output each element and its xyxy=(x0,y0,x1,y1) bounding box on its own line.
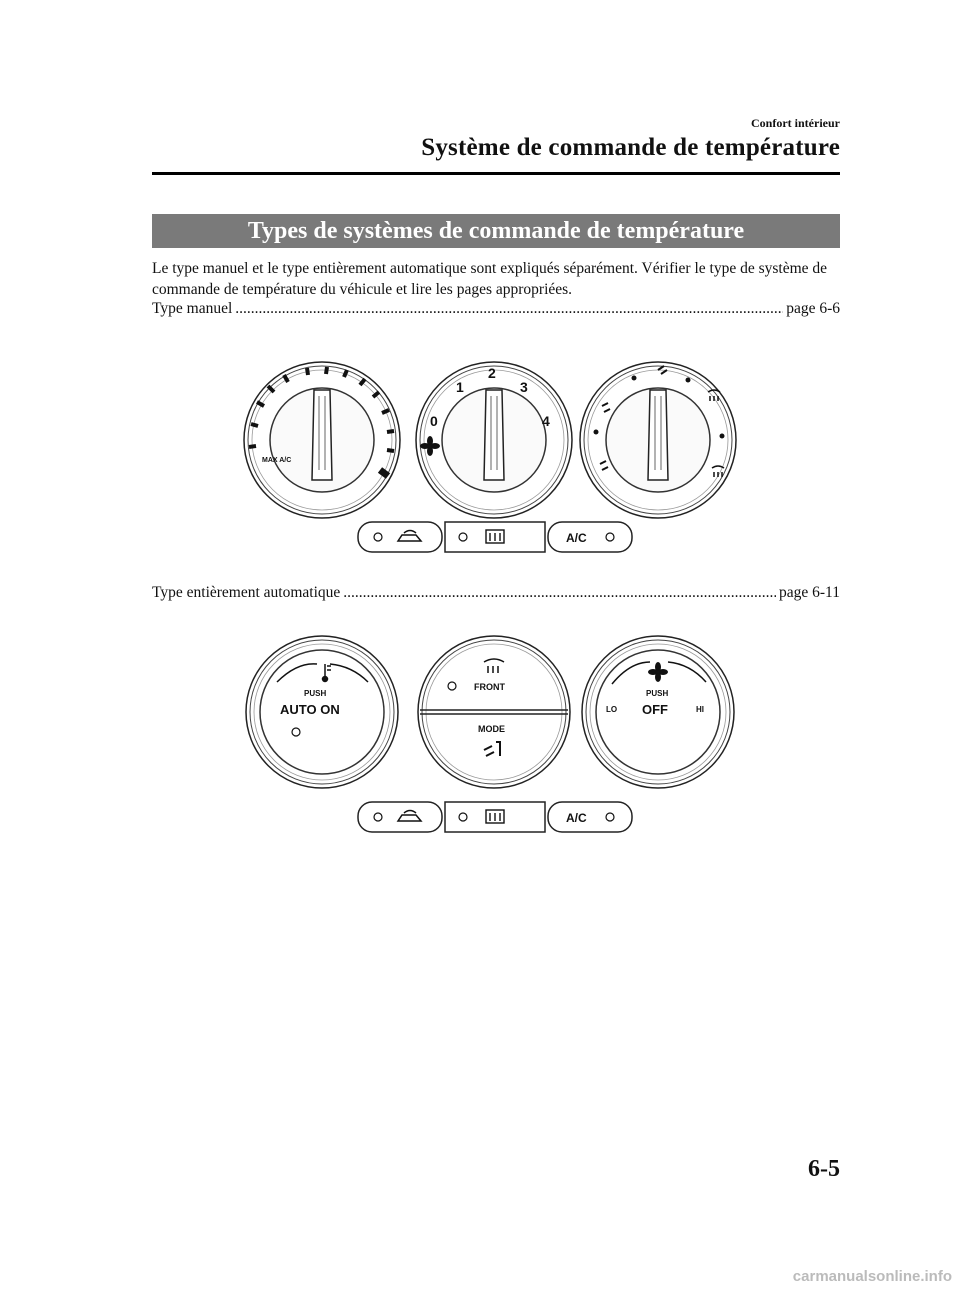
auto-push-label: PUSH xyxy=(304,689,327,698)
fan-speed-1: 1 xyxy=(456,379,464,395)
toc-page: page 6-11 xyxy=(779,584,840,601)
front-mode-control xyxy=(418,636,570,788)
toc-label: Type manuel xyxy=(152,300,233,317)
fan-push-label: PUSH xyxy=(646,689,669,698)
fan-speed-0: 0 xyxy=(430,413,438,429)
fan-off-label: OFF xyxy=(642,702,668,717)
auto-fan-dial xyxy=(582,636,734,788)
page-number: 6-5 xyxy=(808,1156,840,1182)
ac-button-label: A/C xyxy=(566,531,587,545)
intro-paragraph: Le type manuel et le type entièrement automatique sont expliqués séparément. Vérifier le type de système de commande de température du véhicule et lire les pages appropriées. xyxy=(152,260,828,298)
auto-temperature-dial xyxy=(246,636,398,788)
toc-leader xyxy=(235,300,783,318)
header-rule xyxy=(152,172,840,175)
front-label: FRONT xyxy=(474,682,505,692)
toc-entry-manual[interactable] xyxy=(152,300,840,318)
manual-button-bar xyxy=(358,522,632,552)
temperature-dial xyxy=(244,362,400,518)
toc-entry-automatic[interactable] xyxy=(152,584,840,602)
section-label: Confort intérieur xyxy=(751,116,840,130)
fan-speed-dial xyxy=(416,362,572,518)
automatic-control-panel-figure xyxy=(240,632,760,837)
ac-button-label: A/C xyxy=(566,811,587,825)
fan-speed-2: 2 xyxy=(488,365,496,381)
watermark[interactable]: carmanualsonline.info xyxy=(792,1268,952,1285)
manual-control-panel-figure xyxy=(240,350,760,560)
topic-banner: Types de systèmes de commande de température xyxy=(152,214,840,248)
toc-page: page 6-6 xyxy=(786,300,840,317)
fan-speed-3: 3 xyxy=(520,379,528,395)
section-title: Système de commande de température xyxy=(421,134,840,161)
fan-hi-label: HI xyxy=(696,705,704,714)
ac-button[interactable] xyxy=(548,522,632,552)
auto-button-bar xyxy=(358,802,632,832)
fan-lo-label: LO xyxy=(606,705,618,714)
airflow-mode-dial xyxy=(580,362,736,518)
auto-on-label: AUTO ON xyxy=(280,702,340,717)
toc-leader xyxy=(343,584,776,602)
max-ac-label: MAX A/C xyxy=(262,457,292,464)
toc-label: Type entièrement automatique xyxy=(152,584,341,601)
ac-button[interactable] xyxy=(548,802,632,832)
mode-label: MODE xyxy=(478,724,505,734)
fan-speed-4: 4 xyxy=(542,413,550,429)
